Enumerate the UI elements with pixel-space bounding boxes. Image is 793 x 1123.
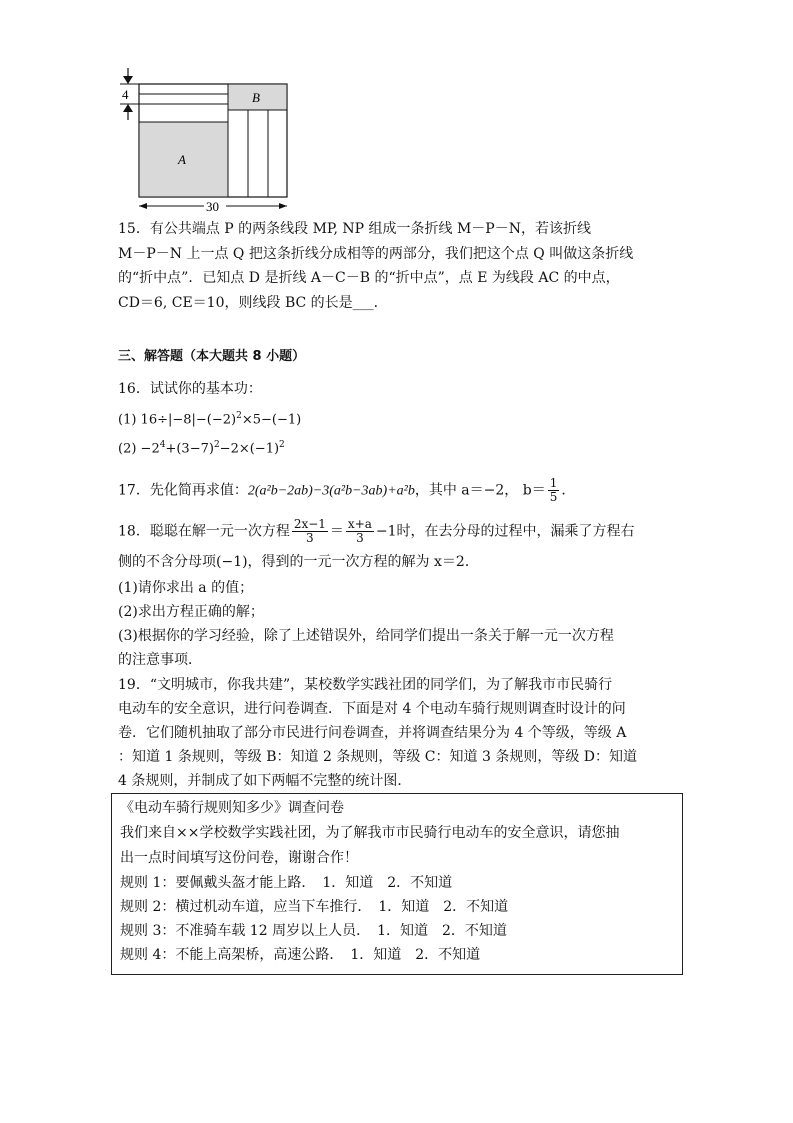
figure-label-4: 4 <box>122 87 129 102</box>
q16-part-1: (1) $16\div|-8|-(-2)^2\times 5-(-1)$ <box>118 411 302 428</box>
q18-line-2: 侧的不含分母项(−1)，得到的一元一次方程的解为 x＝2． <box>118 554 479 570</box>
q18-sub-1: (1)请你求出 a 的值； <box>118 580 254 596</box>
q19-line-2: 电动车的安全意识，进行问卷调查．下面是对 4 个电动车骑行规则调查时设计的问 <box>118 701 626 717</box>
section-title: 三、解答题（本大题共 8 小题） <box>118 349 306 364</box>
q18-sub-3a: (3)根据你的学习经验，除了上述错误外，给同学们提出一条关于解一元一次方程 <box>118 628 614 644</box>
q19-line-3: 卷．它们随机抽取了部分市民进行问卷调查，并将调查结果分为 4 个等级，等级 A <box>118 725 627 741</box>
survey-intro-2: 出一点时间填写这份问卷，谢谢合作！ <box>120 850 358 866</box>
q16-part-2: $(2) -2^4+(3-7)^2-2\times(-1)^2$ <box>118 440 285 457</box>
q15-line-4: CD＝6, CE＝10，则线段 BC 的长是___． <box>118 295 388 311</box>
survey-rule-2: 规则 2：横过机动车道，应当下车推行． 1．知道 2．不知道 <box>120 899 509 915</box>
figure-label-B: B <box>252 90 260 105</box>
survey-title: 《电动车骑行规则知多少》调查问卷 <box>120 800 344 816</box>
q16-title: 16．试试你的基本功： <box>118 381 262 397</box>
q18-sub-3b: 的注意事项． <box>118 652 202 668</box>
rectangle-figure <box>112 64 302 214</box>
q19-line-4: ：知道 1 条规则，等级 B：知道 2 条规则，等级 C：知道 3 条规则，等级 D：知道 <box>118 749 637 765</box>
q15-line-2: M－P－N 上一点 Q 把这条折线分成相等的两部分，我们把这个点 Q 叫做这条折线 <box>118 246 634 262</box>
q19-line-5: 4 条规则，并制成了如下两幅不完整的统计图． <box>118 773 412 789</box>
survey-rule-3: 规则 3：不准骑车载 12 周岁以上人员． 1．知道 2．不知道 <box>120 923 507 939</box>
survey-rule-4: 规则 4：不能上高架桥，高速公路． 1．知道 2．不知道 <box>120 947 481 963</box>
figure-label-30: 30 <box>206 199 219 214</box>
q19-line-1: 19．“文明城市，你我共建”，某校数学实践社团的同学们，为了解我市市民骑行 <box>118 677 613 693</box>
figure-label-A: A <box>178 152 186 167</box>
q18-line-1: 18．聪聪在解一元一次方程 $\frac{2x-1}{3}$ ＝ $\frac{x+a}{3}$ −1时，在去分母的过程中，漏乘了方程右 <box>118 517 635 545</box>
survey-intro-1: 我们来自××学校数学实践社团，为了解我市市民骑行电动车的安全意识，请您抽 <box>120 825 620 841</box>
survey-box <box>111 793 683 975</box>
q15-line-1: 15．有公共端点 P 的两条线段 MP, NP 组成一条折线 M－P－N，若该折线 <box>118 221 591 237</box>
survey-rule-1: 规则 1：要佩戴头盔才能上路． 1．知道 2．不知道 <box>120 875 453 891</box>
q17-line: 17．先化简再求值：2(a²b−2ab)−3(a²b−3ab)+a²b，其中 a＝−2， b＝ $\frac{1}{5}$ ． <box>118 476 576 504</box>
q18-sub-2: (2)求出方程正确的解； <box>118 604 264 620</box>
q15-line-3: 的“折中点”．已知点 D 是折线 A－C－B 的“折中点”，点 E 为线段 AC 的中点， <box>118 270 620 286</box>
